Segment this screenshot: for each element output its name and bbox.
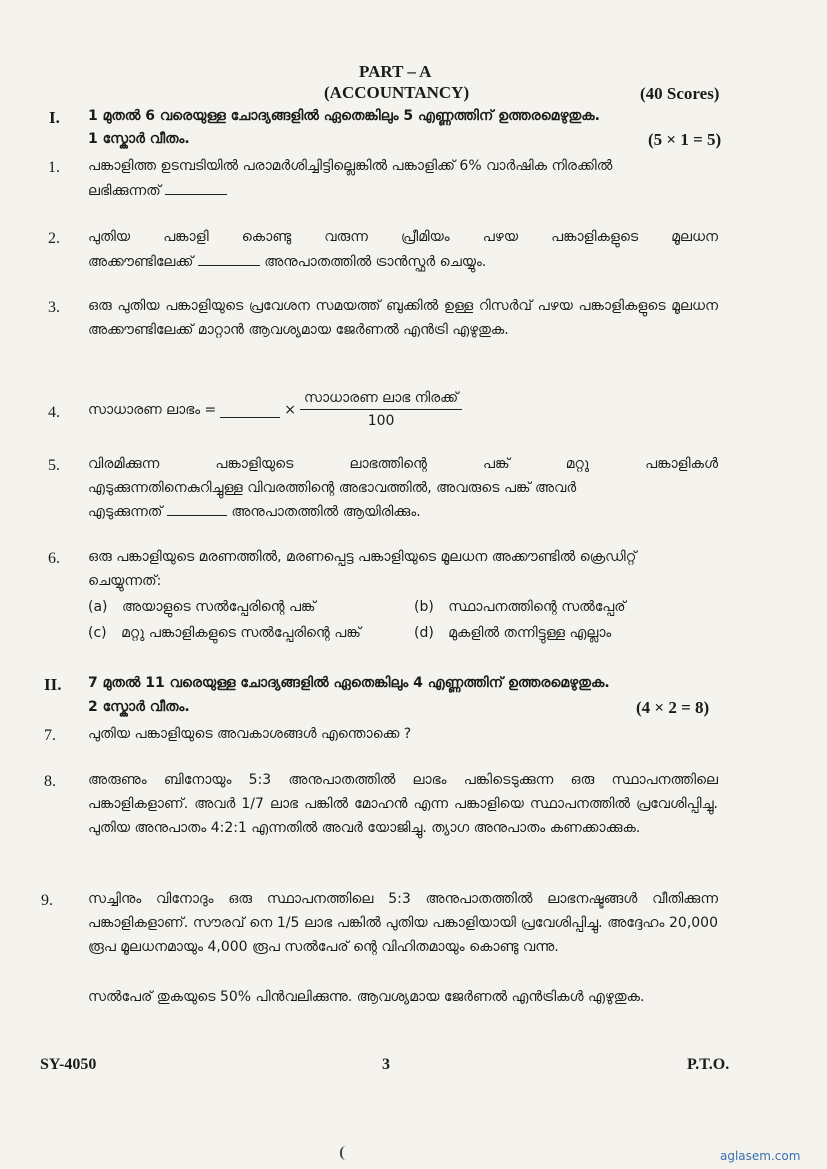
question-3-number: 3.	[48, 299, 60, 316]
section-1-marks-formula: (5 × 1 = 5)	[648, 130, 722, 149]
option-b	[414, 599, 626, 615]
question-3-text: ഒരു പുതിയ പങ്കാളിയുടെ പ്രവേശന സമയത്ത് ബുക്കിൽ ഉള്ള റിസർവ് പഴയ പങ്കാളികളുടെ മൂലധന അക്കൗണ്ടിലേക്ക് മാറ്റാൻ ആവശ്യമായ ജേർണൽ എൻട്രി എഴുതുക.	[88, 298, 718, 338]
answer-blank	[165, 194, 227, 195]
question-2-text-b: അനുപാതത്തിൽ ട്രാൻസ്ഫർ ചെയ്യും.	[264, 254, 487, 270]
question-2-number: 2.	[48, 230, 60, 247]
question-2-line-1: പുതിയ പങ്കാളി കൊണ്ടു വരുന്ന പ്രീമിയം പഴയ പങ്കാളികളുടെ മൂലധന	[88, 229, 718, 245]
part-heading: PART – A	[359, 62, 432, 81]
question-5-line-1: വിരമിക്കുന്ന പങ്കാളിയുടെ ലാഭത്തിന്റെ പങ്ക് മറ്റു പങ്കാളികൾ	[88, 456, 718, 472]
formula-fraction	[300, 390, 462, 429]
question-5-line-2: എടുക്കുന്നതിനെകുറിച്ചുള്ള വിവരത്തിന്റെ അഭാവത്തിൽ, അവരുടെ പങ്ക് അവർ	[88, 480, 577, 496]
option-c-label: (c)	[88, 625, 107, 641]
section-2-instruction: 7 മുതൽ 11 വരെയുള്ള ചോദ്യങ്ങളിൽ ഏതെങ്കിലും 4 എണ്ണത്തിന് ഉത്തരമെഴുതുക.	[88, 675, 610, 691]
section-1-marks-text: 1 സ്കോർ വീതം.	[88, 131, 190, 147]
formula-lhs: സാധാരണ ലാഭം =	[88, 401, 217, 418]
question-1-text: ലഭിക്കുന്നത്	[88, 183, 161, 199]
subject-heading: (ACCOUNTANCY)	[324, 83, 470, 102]
total-scores: (40 Scores)	[640, 84, 720, 103]
question-8-number: 8.	[44, 773, 56, 790]
section-1-number: I.	[49, 108, 60, 127]
section-1-instruction: 1 മുതൽ 6 വരെയുള്ള ചോദ്യങ്ങളിൽ ഏതെങ്കിലും 5 എണ്ണത്തിന് ഉത്തരമെഴുതുക.	[88, 108, 600, 124]
section-2-number: II.	[44, 675, 62, 694]
question-1-line-2	[88, 183, 227, 199]
option-c	[88, 625, 361, 641]
question-9-number: 9.	[41, 892, 53, 909]
fraction-numerator: സാധാരണ ലാഭ നിരക്ക്	[300, 390, 462, 410]
section-2-marks-formula: (4 × 2 = 8)	[636, 698, 710, 717]
question-9-text-2: സൽപേര് തുകയുടെ 50% പിൻവലിക്കുന്നു. ആവശ്യമായ ജേർണൽ എൻട്രികൾ എഴുതുക.	[88, 989, 645, 1005]
option-d-label: (d)	[414, 625, 434, 641]
scan-mark	[340, 1146, 350, 1160]
answer-blank	[198, 265, 260, 266]
option-b-label: (b)	[414, 599, 434, 615]
question-7-number: 7.	[44, 727, 56, 744]
answer-blank	[220, 417, 280, 418]
question-6-number: 6.	[48, 550, 60, 567]
question-7-text: പുതിയ പങ്കാളിയുടെ അവകാശങ്ങൾ എന്തൊക്കെ ?	[88, 726, 412, 742]
question-5-text-b: അനുപാതത്തിൽ ആയിരിക്കും.	[231, 504, 421, 520]
question-9-text: സച്ചിനും വിനോദും ഒരു സ്ഥാപനത്തിലെ 5:3 അനുപാതത്തിൽ ലാഭനഷ്ടങ്ങൾ വീതിക്കുന്ന പങ്കാളികളാണ്. സൗരവ് നെ 1/5 ലാഭ പങ്കിൽ പുതിയ പങ്കാളിയായി പ്രവേശിപ്പിച്ചു. അദ്ദേഹം 20,000 രൂപ മൂലധനമായും 4,000 രൂപ സൽപേര് ന്റെ വിഹിതമായും കൊണ്ടു വന്നു.	[88, 891, 718, 955]
question-1-number: 1.	[48, 159, 60, 176]
option-a-label: (a)	[88, 599, 108, 615]
please-turn-over: P.T.O.	[687, 1056, 730, 1073]
times-sign: ×	[284, 401, 296, 418]
question-4-formula	[88, 390, 462, 429]
question-5-number: 5.	[48, 457, 60, 474]
question-4-number: 4.	[48, 404, 60, 421]
watermark-link[interactable]: aglasem.com	[720, 1149, 801, 1163]
question-1-line-1: പങ്കാളിത്ത ഉടമ്പടിയിൽ പരാമർശിച്ചിട്ടില്ലെങ്കിൽ പങ്കാളിക്ക് 6% വാർഷിക നിരക്കിൽ	[88, 158, 613, 174]
option-c-text: മറ്റു പങ്കാളികളുടെ സൽപ്പേരിന്റെ പങ്ക്	[121, 625, 361, 641]
option-b-text: സ്ഥാപനത്തിന്റെ സൽപ്പേര്	[448, 599, 626, 615]
option-a	[88, 599, 316, 615]
question-5-text-a: എടുക്കുന്നത്	[88, 504, 163, 520]
question-6-line-1: ഒരു പങ്കാളിയുടെ മരണത്തിൽ, മരണപ്പെട്ട പങ്കാളിയുടെ മൂലധന അക്കൗണ്ടിൽ ക്രെഡിറ്റ്	[88, 549, 637, 565]
answer-blank	[167, 515, 227, 516]
question-2-line-2	[88, 254, 486, 270]
question-5-line-3	[88, 504, 421, 520]
page-number: 3	[382, 1056, 390, 1073]
paper-code: SY-4050	[40, 1056, 97, 1073]
option-d-text: മുകളിൽ തന്നിട്ടുള്ള എല്ലാം	[448, 625, 612, 641]
option-d	[414, 625, 611, 641]
question-6-line-2: ചെയ്യുന്നത്:	[88, 573, 162, 589]
question-8-text: അരുണും ബിനോയും 5:3 അനുപാതത്തിൽ ലാഭം പങ്കിടെടുക്കുന്ന ഒരു സ്ഥാപനത്തിലെ പങ്കാളികളാണ്. അവർ 1/7 ലാഭ പങ്കിൽ മോഹൻ എന്ന പങ്കാളിയെ സ്ഥാപനത്തിൽ പ്രവേശിപ്പിച്ചു. പുതിയ അനുപാതം 4:2:1 എന്നതിൽ അവർ യോജിച്ചു. ത്യാഗ അനുപാതം കണക്കാക്കുക.	[88, 772, 718, 836]
fraction-denominator: 100	[367, 413, 395, 429]
option-a-text: അയാളുടെ സൽപ്പേരിന്റെ പങ്ക്	[121, 599, 316, 615]
section-2-marks-text: 2 സ്കോർ വീതം.	[88, 699, 190, 715]
question-2-text-a: അക്കൗണ്ടിലേക്ക്	[88, 254, 194, 270]
